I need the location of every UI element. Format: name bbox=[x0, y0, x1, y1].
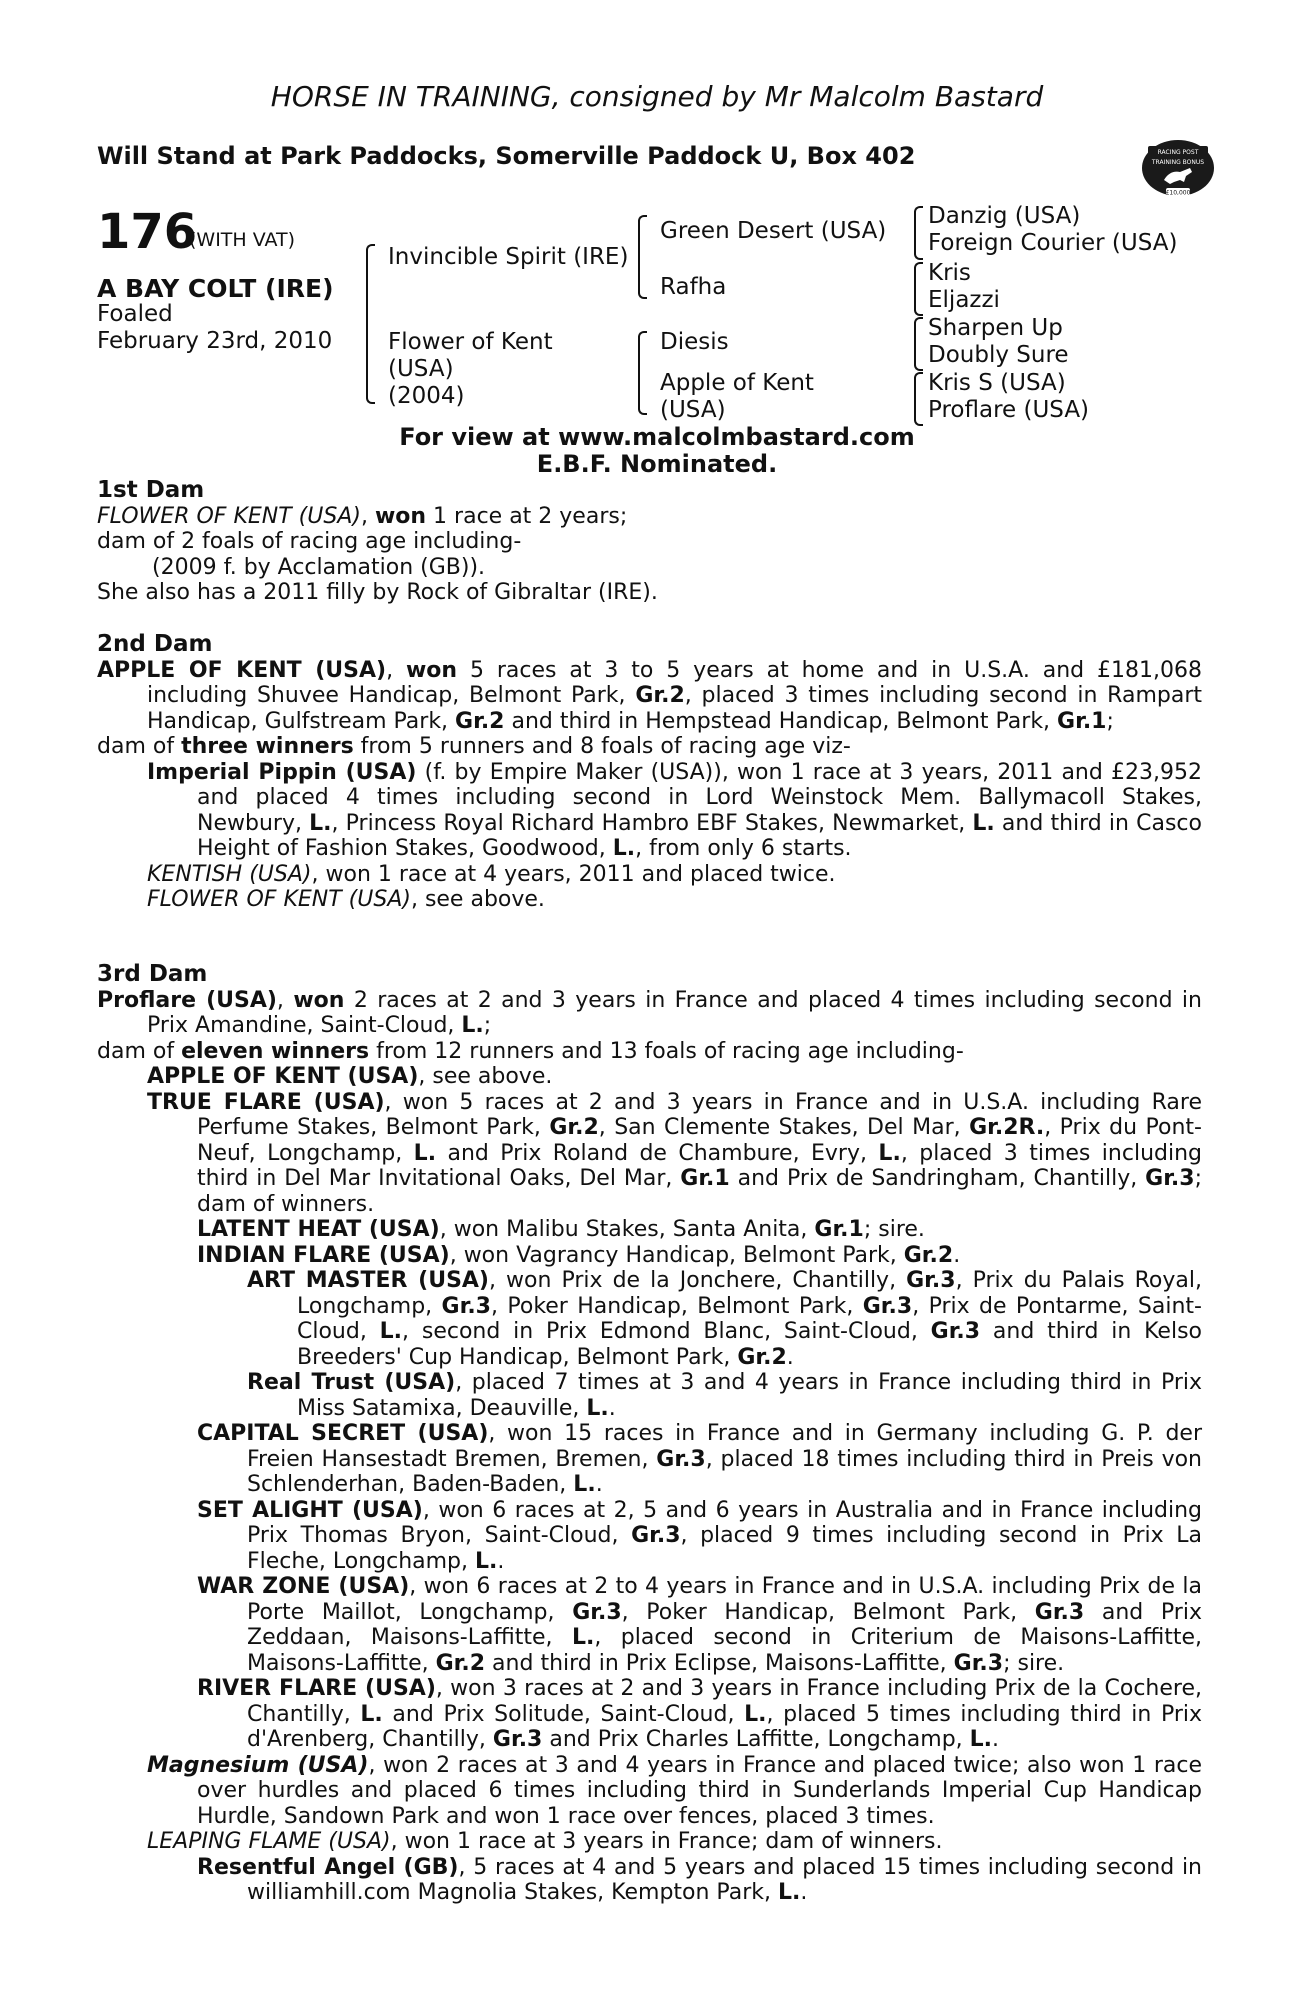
text-run: dam of bbox=[97, 1038, 182, 1064]
listed-label: L. bbox=[360, 1701, 383, 1727]
text-run: , placed 3 times including third in Del Mar Invitational Oaks, Del Mar, bbox=[197, 1140, 1202, 1191]
first-dam-line2: dam of 2 foals of racing age including- bbox=[97, 529, 522, 554]
produce-set-alight bbox=[97, 1498, 1202, 1575]
text-run: , placed 18 times including third in Preis von Schlenderhan, Baden-Baden, bbox=[247, 1446, 1202, 1497]
logo-top-text: RACING POST bbox=[1157, 149, 1199, 156]
logo-mid-text: TRAINING BONUS bbox=[1151, 159, 1205, 166]
grade-label: Gr.3 bbox=[492, 1727, 543, 1752]
text-run: , won Vagrancy Handicap, Belmont Park, bbox=[449, 1242, 904, 1268]
horse-name: Real Trust (USA) bbox=[247, 1370, 456, 1395]
text-run: . bbox=[497, 1548, 505, 1574]
text-run: , Princess Royal Richard Hambro EBF Stakes, Newmarket, bbox=[331, 810, 973, 836]
pedigree-dam-line1: Flower of Kent bbox=[388, 329, 553, 355]
pedigree-brace-gs4 bbox=[914, 372, 923, 426]
grade-label: Gr.3 bbox=[572, 1599, 622, 1625]
horse-name: ART MASTER (USA) bbox=[247, 1268, 489, 1293]
text-run: and third in Casco Height of Fashion Stakes, Goodwood, bbox=[197, 810, 1202, 861]
pedigree-ggp-3: Kris bbox=[928, 260, 971, 286]
text-run: from 5 runners and 8 foals of racing age viz- bbox=[353, 734, 851, 759]
text-run: dam of bbox=[97, 734, 182, 759]
text-run: (f. by Empire Maker (USA)), won 1 race at 3 years, 2011 and £23,952 and placed 4 times including second in Lord Weinstock Mem. Ballymacoll Stakes, Newbury, bbox=[197, 759, 1202, 836]
listed-label: L. bbox=[379, 1319, 403, 1344]
horse-name: APPLE OF KENT (USA) bbox=[147, 1064, 419, 1089]
pedigree-dam-line2: (USA) bbox=[388, 356, 454, 382]
text-run: , won 6 races at 2 to 4 years in France and in U.S.A. including Prix de la Porte Maillot, Longchamp, bbox=[247, 1574, 1202, 1625]
text-run: , placed 7 times at 3 and 4 years in France including third in Prix Miss Satamixa, Deauville, bbox=[297, 1370, 1202, 1421]
produce-capital-secret bbox=[97, 1421, 1202, 1498]
text-run: , Prix du Pont-Neuf, Longchamp, bbox=[197, 1115, 1202, 1166]
pedigree-ggp-6: Doubly Sure bbox=[928, 342, 1069, 368]
horse-name: LATENT HEAT (USA) bbox=[197, 1217, 440, 1242]
horse-name: KENTISH (USA) bbox=[147, 861, 312, 887]
pedigree-ggp-1: Danzig (USA) bbox=[928, 203, 1081, 229]
grade-label: Gr.1 bbox=[680, 1166, 730, 1191]
produce-real-trust bbox=[97, 1370, 1202, 1421]
horse-name: SET ALIGHT (USA) bbox=[197, 1497, 423, 1523]
listed-label: L. bbox=[969, 1727, 993, 1752]
pedigree-ggp-8: Proflare (USA) bbox=[928, 397, 1090, 423]
text-run: , 5 races at 4 and 5 years and placed 15 times including second in williamhill.com Magnolia Stakes, Kempton Park, bbox=[247, 1854, 1203, 1905]
horse-name: Resentful Angel (GB) bbox=[197, 1854, 459, 1880]
first-dam-section bbox=[97, 478, 1202, 606]
text-run: , Poker Handicap, Belmont Park, bbox=[621, 1599, 1035, 1625]
text-run: , placed 3 times including second in Rampart Handicap, Gulfstream Park, bbox=[147, 683, 1202, 734]
grade-label: Gr.3 bbox=[441, 1293, 491, 1319]
text-run: and third in Prix Eclipse, Maisons-Laffitte, bbox=[485, 1650, 954, 1676]
horse-name: FLOWER OF KENT (USA) bbox=[147, 887, 411, 912]
text-run: and Prix Zeddaan, Maisons-Laffitte, bbox=[247, 1599, 1202, 1650]
text-run: , from only 6 starts. bbox=[635, 836, 852, 861]
text-run: , won 15 races in France and in Germany including G. P. der Freien Hansestadt Bremen, Bremen, bbox=[247, 1421, 1202, 1472]
grade-label: Gr.1 bbox=[1057, 708, 1107, 734]
text-run: ; sire. bbox=[1003, 1650, 1065, 1676]
text-run: from 12 runners and 13 foals of racing age including- bbox=[369, 1038, 964, 1064]
text-run: ; sire. bbox=[863, 1217, 925, 1242]
listed-label: L. bbox=[571, 1625, 595, 1650]
grade-label: Gr.2 bbox=[737, 1344, 787, 1370]
grade-label: Gr.3 bbox=[1145, 1166, 1195, 1191]
logo-amount: £10,000 bbox=[1165, 189, 1191, 197]
third-dam-heading: 3rd Dam bbox=[97, 961, 208, 987]
text-run: 2 races at 2 and 3 years in France and placed 4 times including second in Prix Amandine, Saint-Cloud, bbox=[147, 987, 1202, 1038]
pedigree-sire-dam: Rafha bbox=[660, 274, 727, 300]
pedigree-brace-dam bbox=[638, 331, 647, 415]
text-run: , won 6 races at 2, 5 and 6 years in Australia and in France including Prix Thomas Bryon, Saint-Cloud, bbox=[247, 1497, 1202, 1548]
first-dam-line3: (2009 f. by Acclamation (GB)). bbox=[152, 554, 486, 580]
grade-label: Gr.3 bbox=[930, 1319, 981, 1344]
text-run: and Prix de Sandringham, Chantilly, bbox=[729, 1166, 1146, 1191]
view-website-note: For view at www.malcolmbastard.com bbox=[399, 423, 915, 451]
produce-magnesium bbox=[97, 1753, 1202, 1830]
pedigree-brace-main bbox=[366, 244, 375, 404]
text-run: , won 1 race at 3 years in France; dam of winners. bbox=[390, 1829, 943, 1854]
text-run: ; dam of winners. bbox=[197, 1166, 1202, 1217]
pedigree-brace-gs2 bbox=[914, 262, 923, 316]
produce-flower-of-kent bbox=[97, 887, 1202, 913]
listed-label: L. bbox=[612, 836, 636, 861]
third-dam-produce-summary bbox=[97, 1039, 1202, 1065]
horse-name: RIVER FLARE (USA) bbox=[197, 1676, 436, 1701]
pedigree-brace-gs3 bbox=[914, 317, 923, 371]
pedigree-brace-gs1 bbox=[914, 206, 923, 260]
winners-count: three winners bbox=[181, 734, 354, 759]
produce-apple-of-kent bbox=[97, 1064, 1202, 1090]
ebf-nominated: E.B.F. Nominated. bbox=[536, 450, 778, 478]
second-dam-section bbox=[97, 632, 1202, 913]
stand-location: Will Stand at Park Paddocks, Somerville Paddock U, Box 402 bbox=[97, 142, 916, 170]
grade-label: Gr.3 bbox=[1034, 1599, 1085, 1625]
text-run: and third in Kelso Breeders' Cup Handicap, Belmont Park, bbox=[297, 1319, 1203, 1370]
text-run: , placed 5 times including third in Prix d'Arenberg, Chantilly, bbox=[247, 1701, 1203, 1752]
horse-name: LEAPING FLAME (USA) bbox=[147, 1829, 391, 1854]
text-run: , Prix du Palais Royal, Longchamp, bbox=[297, 1268, 1202, 1319]
produce-resentful-angel bbox=[97, 1855, 1202, 1906]
grade-label: Gr.3 bbox=[862, 1293, 913, 1319]
text-run: ; bbox=[1106, 708, 1114, 734]
text-run: and Prix Solitude, Saint-Cloud, bbox=[382, 1701, 745, 1727]
second-dam-produce-summary bbox=[97, 734, 1202, 760]
first-dam-line1: FLOWER OF KENT (USA), won 1 race at 2 years; bbox=[97, 503, 628, 529]
text-run: and third in Hempstead Handicap, Belmont Park, bbox=[504, 708, 1058, 734]
produce-latent-heat bbox=[97, 1217, 1202, 1243]
training-bonus-logo bbox=[1140, 128, 1216, 204]
horse-name: CAPITAL SECRET (USA) bbox=[197, 1421, 489, 1446]
grade-label: Gr.2 bbox=[455, 708, 505, 734]
text-run: . bbox=[800, 1880, 808, 1905]
grade-label: Gr.2 bbox=[549, 1115, 599, 1140]
text-run: , placed 9 times including second in Prix La Fleche, Longchamp, bbox=[247, 1523, 1203, 1574]
pedigree-dam-sire: Diesis bbox=[660, 329, 729, 355]
listed-label: L. bbox=[744, 1701, 767, 1727]
grade-label: Gr.2 bbox=[903, 1242, 954, 1268]
text-run: . bbox=[953, 1242, 961, 1268]
produce-imperial-pippin bbox=[97, 760, 1202, 862]
produce-indian-flare bbox=[97, 1243, 1202, 1269]
first-dam-name: FLOWER OF KENT (USA) bbox=[97, 503, 361, 529]
grade-label: Gr.3 bbox=[656, 1446, 706, 1472]
text-run: , Poker Handicap, Belmont Park, bbox=[490, 1293, 863, 1319]
listed-label: L. bbox=[878, 1140, 901, 1166]
pedigree-ggp-4: Eljazzi bbox=[928, 287, 1000, 313]
pedigree-ggp-5: Sharpen Up bbox=[928, 315, 1063, 341]
listed-label: L. bbox=[413, 1140, 437, 1166]
pedigree-sire: Invincible Spirit (IRE) bbox=[388, 244, 629, 270]
foaled-date: February 23rd, 2010 bbox=[97, 328, 333, 354]
horse-name: WAR ZONE (USA) bbox=[197, 1574, 410, 1599]
text-run: . bbox=[595, 1472, 603, 1497]
pedigree-dam-dam-line1: Apple of Kent bbox=[660, 370, 814, 396]
produce-river-flare bbox=[97, 1676, 1202, 1753]
grade-label: Gr.1 bbox=[814, 1217, 864, 1242]
listed-label: L. bbox=[972, 810, 995, 836]
listed-label: L. bbox=[586, 1395, 609, 1421]
listed-label: L. bbox=[777, 1880, 801, 1905]
text-run: , Prix de Pontarme, Saint-Cloud, bbox=[297, 1293, 1202, 1344]
text-run: , won 1 race at 4 years, 2011 and placed twice. bbox=[311, 861, 836, 887]
second-dam-won: won bbox=[405, 657, 458, 683]
text-run: ; bbox=[483, 1013, 492, 1038]
pedigree-ggp-7: Kris S (USA) bbox=[928, 370, 1066, 396]
third-dam-name: Proflare (USA) bbox=[97, 987, 277, 1013]
third-dam-section bbox=[97, 962, 1202, 1906]
first-dam-line1-rest: 1 race at 2 years; bbox=[426, 503, 628, 529]
pedigree-sire-sire: Green Desert (USA) bbox=[660, 218, 887, 244]
produce-art-master bbox=[97, 1268, 1202, 1370]
text-run: , won 2 races at 3 and 4 years in France and placed twice; also won 1 race over hurdles and placed 6 times including third in Sunderlands Imperial Cup Handicap Hurdle, Sandown Park and won 1 race over fences, placed 3 times. bbox=[197, 1752, 1202, 1829]
horse-name: Imperial Pippin (USA) bbox=[147, 759, 417, 785]
horse-name: TRUE FLARE (USA) bbox=[147, 1089, 385, 1115]
pedigree-brace-sire bbox=[638, 215, 647, 299]
winners-count: eleven winners bbox=[181, 1038, 370, 1064]
grade-label: Gr.2 bbox=[435, 1650, 486, 1676]
listed-label: L. bbox=[309, 810, 332, 836]
text-run: , won Prix de la Jonchere, Chantilly, bbox=[489, 1268, 907, 1293]
produce-true-flare bbox=[97, 1090, 1202, 1218]
grade-label: Gr.2R. bbox=[969, 1115, 1045, 1140]
produce-war-zone bbox=[97, 1574, 1202, 1676]
text-run: , won 5 races at 2 and 3 years in France and in U.S.A. including Rare Perfume Stakes, Belmont Park, bbox=[197, 1089, 1202, 1140]
text-run: , placed second in Criterium de Maisons-Laffitte, Maisons-Laffitte, bbox=[247, 1625, 1202, 1676]
listed-label: L. bbox=[461, 1013, 484, 1038]
text-run: , see above. bbox=[418, 1064, 553, 1089]
pedigree-dam-line3: (2004) bbox=[388, 383, 465, 409]
vat-note: (WITH VAT) bbox=[189, 229, 296, 251]
text-run: , second in Prix Edmond Blanc, Saint-Cloud, bbox=[402, 1319, 931, 1344]
first-dam-line4: She also has a 2011 filly by Rock of Gibraltar (IRE). bbox=[97, 580, 658, 605]
text-run: . bbox=[608, 1395, 616, 1421]
second-dam-summary: APPLE OF KENT (USA), won 5 races at 3 to 5 years at home and in U.S.A. and £181,068 including Shuvee Handicap, Belmont Park, Gr.2, placed 3 times including second in Rampart Handicap, Gulfstream Park, Gr.2 and third in Hempstead Handicap, Belmont Park, Gr.1; bbox=[97, 657, 1202, 734]
text-run: . bbox=[992, 1727, 1000, 1752]
grade-label: Gr.3 bbox=[631, 1523, 681, 1548]
second-dam-heading: 2nd Dam bbox=[97, 631, 213, 657]
grade-label: Gr.2 bbox=[635, 683, 685, 708]
horse-name: Magnesium (USA) bbox=[147, 1752, 369, 1778]
listed-label: L. bbox=[475, 1548, 498, 1574]
produce-kentish bbox=[97, 862, 1202, 888]
second-dam-name: APPLE OF KENT (USA) bbox=[97, 657, 387, 683]
text-run: . bbox=[786, 1344, 794, 1370]
text-run: , San Clemente Stakes, Del Mar, bbox=[598, 1115, 970, 1140]
grade-label: Gr.3 bbox=[953, 1650, 1004, 1676]
horse-description: A BAY COLT (IRE) bbox=[97, 274, 334, 303]
grade-label: Gr.3 bbox=[906, 1268, 956, 1293]
pedigree-ggp-2: Foreign Courier (USA) bbox=[928, 230, 1178, 256]
text-run: 5 races at 3 to 5 years at home and in U.S.A. and £181,068 including Shuvee Handicap, Belmont Park, bbox=[147, 657, 1202, 708]
horse-name: INDIAN FLARE (USA) bbox=[197, 1242, 450, 1268]
first-dam-heading: 1st Dam bbox=[97, 477, 205, 503]
text-run: , see above. bbox=[410, 887, 545, 912]
lot-number: 176 bbox=[97, 204, 198, 260]
foaled-label: Foaled bbox=[97, 301, 173, 327]
produce-leaping-flame bbox=[97, 1829, 1202, 1855]
text-run: and Prix Charles Laffitte, Longchamp, bbox=[542, 1727, 970, 1752]
third-dam-summary: Proflare (USA), won 2 races at 2 and 3 years in France and placed 4 times including second in Prix Amandine, Saint-Cloud, L.; bbox=[97, 987, 1202, 1038]
pedigree-dam-dam-line2: (USA) bbox=[660, 397, 726, 423]
listed-label: L. bbox=[573, 1472, 596, 1497]
text-run: and Prix Roland de Chambure, Evry, bbox=[436, 1140, 879, 1166]
third-dam-won: won bbox=[293, 987, 345, 1013]
text-run: , won Malibu Stakes, Santa Anita, bbox=[439, 1217, 815, 1242]
text-run: , won 3 races at 2 and 3 years in France including Prix de la Cochere, Chantilly, bbox=[247, 1676, 1203, 1727]
catalogue-header: HORSE IN TRAINING, consigned by Mr Malcolm Bastard bbox=[270, 80, 1044, 113]
first-dam-won: won bbox=[374, 503, 427, 529]
